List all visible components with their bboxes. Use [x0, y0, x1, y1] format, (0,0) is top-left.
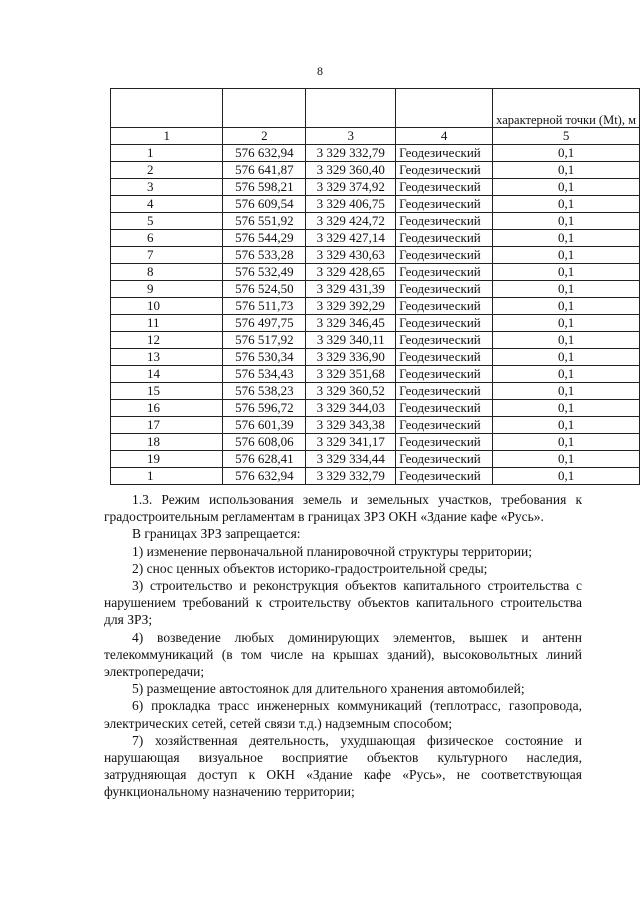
method-cell: Геодезический — [396, 383, 493, 400]
prohibition-item: 1) изменение первоначальной планировочной структуры территории; — [132, 543, 533, 559]
table-row — [111, 417, 640, 434]
x-coordinate-cell: 576 596,72 — [223, 400, 306, 417]
accuracy-cell: 0,1 — [493, 315, 640, 332]
point-number-cell: 11 — [111, 315, 223, 332]
method-cell: Геодезический — [396, 213, 493, 230]
table-row — [111, 400, 640, 417]
table-row — [111, 213, 640, 230]
section-intro: В границах ЗРЗ запрещается: — [132, 526, 301, 542]
table-header-cell-accuracy — [493, 89, 640, 128]
point-number-cell: 2 — [111, 162, 223, 179]
accuracy-cell: 0,1 — [493, 281, 640, 298]
accuracy-cell: 0,1 — [493, 230, 640, 247]
y-coordinate-cell: 3 329 428,65 — [306, 264, 396, 281]
accuracy-cell: 0,1 — [493, 162, 640, 179]
accuracy-cell: 0,1 — [493, 366, 640, 383]
table-column-numbers-row — [111, 128, 640, 145]
x-coordinate-cell: 576 628,41 — [223, 451, 306, 468]
x-coordinate-cell: 576 511,73 — [223, 298, 306, 315]
y-coordinate-cell: 3 329 334,44 — [306, 451, 396, 468]
method-cell: Геодезический — [396, 298, 493, 315]
section-text — [104, 491, 582, 801]
section-heading-paragraph: 1.3. Режим использования земель и земельных участков, требования к градостроительным регламентам в границах ЗРЗ ОКН «Здание кафе «Русь». — [104, 492, 582, 525]
y-coordinate-cell: 3 329 340,11 — [306, 332, 396, 349]
accuracy-cell: 0,1 — [493, 383, 640, 400]
point-number-cell: 17 — [111, 417, 223, 434]
x-coordinate-cell: 576 524,50 — [223, 281, 306, 298]
x-coordinate-cell: 576 598,21 — [223, 179, 306, 196]
x-coordinate-cell: 576 534,43 — [223, 366, 306, 383]
y-coordinate-cell: 3 329 430,63 — [306, 247, 396, 264]
y-coordinate-cell: 3 329 336,90 — [306, 349, 396, 366]
x-coordinate-cell: 576 517,92 — [223, 332, 306, 349]
table-header-cell — [396, 89, 493, 128]
table-row — [111, 196, 640, 213]
point-number-cell: 1 — [111, 145, 223, 162]
table-row — [111, 434, 640, 451]
method-cell: Геодезический — [396, 145, 493, 162]
method-cell: Геодезический — [396, 434, 493, 451]
table-row — [111, 298, 640, 315]
table-row — [111, 230, 640, 247]
y-coordinate-cell: 3 329 346,45 — [306, 315, 396, 332]
column-number: 1 — [111, 128, 223, 145]
method-cell: Геодезический — [396, 349, 493, 366]
y-coordinate-cell: 3 329 374,92 — [306, 179, 396, 196]
table-row — [111, 451, 640, 468]
column-number: 3 — [306, 128, 396, 145]
method-cell: Геодезический — [396, 264, 493, 281]
point-number-cell: 16 — [111, 400, 223, 417]
point-number-cell: 14 — [111, 366, 223, 383]
y-coordinate-cell: 3 329 332,79 — [306, 468, 396, 485]
x-coordinate-cell: 576 530,34 — [223, 349, 306, 366]
table-row — [111, 349, 640, 366]
x-coordinate-cell: 576 497,75 — [223, 315, 306, 332]
x-coordinate-cell: 576 544,29 — [223, 230, 306, 247]
x-coordinate-cell: 576 551,92 — [223, 213, 306, 230]
accuracy-cell: 0,1 — [493, 213, 640, 230]
x-coordinate-cell: 576 608,06 — [223, 434, 306, 451]
method-cell: Геодезический — [396, 281, 493, 298]
x-coordinate-cell: 576 601,39 — [223, 417, 306, 434]
method-cell: Геодезический — [396, 468, 493, 485]
point-number-cell: 3 — [111, 179, 223, 196]
point-number-cell: 7 — [111, 247, 223, 264]
accuracy-cell: 0,1 — [493, 298, 640, 315]
column-number: 2 — [223, 128, 306, 145]
accuracy-cell: 0,1 — [493, 434, 640, 451]
y-coordinate-cell: 3 329 360,52 — [306, 383, 396, 400]
method-cell: Геодезический — [396, 451, 493, 468]
coordinates-table — [110, 88, 640, 485]
y-coordinate-cell: 3 329 332,79 — [306, 145, 396, 162]
method-cell: Геодезический — [396, 230, 493, 247]
table-row — [111, 366, 640, 383]
x-coordinate-cell: 576 609,54 — [223, 196, 306, 213]
accuracy-cell: 0,1 — [493, 451, 640, 468]
accuracy-cell: 0,1 — [493, 145, 640, 162]
page-number: 8 — [317, 64, 323, 78]
method-cell: Геодезический — [396, 366, 493, 383]
point-number-cell: 13 — [111, 349, 223, 366]
table-row — [111, 179, 640, 196]
accuracy-cell: 0,1 — [493, 417, 640, 434]
point-number-cell: 1 — [111, 468, 223, 485]
method-cell: Геодезический — [396, 179, 493, 196]
method-cell: Геодезический — [396, 400, 493, 417]
table-row — [111, 468, 640, 485]
column-number: 5 — [493, 128, 640, 145]
table-row — [111, 247, 640, 264]
x-coordinate-cell: 576 532,49 — [223, 264, 306, 281]
table-header-row — [111, 89, 640, 128]
point-number-cell: 19 — [111, 451, 223, 468]
point-number-cell: 8 — [111, 264, 223, 281]
accuracy-header-text: характерной точки (Mt), м — [496, 113, 636, 127]
method-cell: Геодезический — [396, 417, 493, 434]
x-coordinate-cell: 576 641,87 — [223, 162, 306, 179]
accuracy-cell: 0,1 — [493, 332, 640, 349]
prohibition-item: 4) возведение любых доминирующих элементов, вышек и антенн телекоммуникаций (в том числе на крышах зданий), высоковольтных линий электропередачи; — [104, 629, 582, 680]
point-number-cell: 4 — [111, 196, 223, 213]
point-number-cell: 10 — [111, 298, 223, 315]
prohibition-item: 3) строительство и реконструкция объектов капитального строительства с нарушением требований к строительству объектов капитального строительства для ЗРЗ; — [104, 578, 582, 628]
method-cell: Геодезический — [396, 315, 493, 332]
x-coordinate-cell: 576 632,94 — [223, 145, 306, 162]
point-number-cell: 6 — [111, 230, 223, 247]
y-coordinate-cell: 3 329 392,29 — [306, 298, 396, 315]
point-number-cell: 12 — [111, 332, 223, 349]
prohibitions-list — [104, 543, 582, 801]
method-cell: Геодезический — [396, 196, 493, 213]
table-row — [111, 145, 640, 162]
point-number-cell: 15 — [111, 383, 223, 400]
table-header-cell — [223, 89, 306, 128]
accuracy-cell: 0,1 — [493, 264, 640, 281]
y-coordinate-cell: 3 329 406,75 — [306, 196, 396, 213]
table-row — [111, 281, 640, 298]
table-row — [111, 315, 640, 332]
prohibition-item: 5) размещение автостоянок для длительного хранения автомобилей; — [132, 681, 525, 697]
coordinates-table-body — [111, 89, 640, 485]
accuracy-cell: 0,1 — [493, 247, 640, 264]
y-coordinate-cell: 3 329 351,68 — [306, 366, 396, 383]
accuracy-cell: 0,1 — [493, 468, 640, 485]
prohibition-item: 2) снос ценных объектов историко-градостроительной среды; — [132, 560, 488, 576]
method-cell: Геодезический — [396, 162, 493, 179]
y-coordinate-cell: 3 329 427,14 — [306, 230, 396, 247]
accuracy-cell: 0,1 — [493, 179, 640, 196]
prohibition-item: 7) хозяйственная деятельность, ухудшающая физическое состояние и нарушающая визуальное восприятие объектов культурного наследия, затрудняющая доступ к ОКН «Здание кафе «Русь», не соответствующая функциональному назначению территории; — [104, 732, 582, 800]
y-coordinate-cell: 3 329 360,40 — [306, 162, 396, 179]
table-row — [111, 264, 640, 281]
table-row — [111, 162, 640, 179]
method-cell: Геодезический — [396, 247, 493, 264]
y-coordinate-cell: 3 329 343,38 — [306, 417, 396, 434]
method-cell: Геодезический — [396, 332, 493, 349]
prohibition-item: 6) прокладка трасс инженерных коммуникаций (теплотрасс, газопровода, электрических сетей, сетей связи т.д.) надземным способом; — [104, 698, 582, 731]
table-header-cell — [306, 89, 396, 128]
x-coordinate-cell: 576 632,94 — [223, 468, 306, 485]
column-number: 4 — [396, 128, 493, 145]
accuracy-cell: 0,1 — [493, 400, 640, 417]
x-coordinate-cell: 576 533,28 — [223, 247, 306, 264]
accuracy-cell: 0,1 — [493, 349, 640, 366]
point-number-cell: 5 — [111, 213, 223, 230]
table-header-cell — [111, 89, 223, 128]
point-number-cell: 18 — [111, 434, 223, 451]
table-row — [111, 332, 640, 349]
point-number-cell: 9 — [111, 281, 223, 298]
table-row — [111, 383, 640, 400]
y-coordinate-cell: 3 329 344,03 — [306, 400, 396, 417]
y-coordinate-cell: 3 329 341,17 — [306, 434, 396, 451]
accuracy-cell: 0,1 — [493, 196, 640, 213]
y-coordinate-cell: 3 329 424,72 — [306, 213, 396, 230]
y-coordinate-cell: 3 329 431,39 — [306, 281, 396, 298]
x-coordinate-cell: 576 538,23 — [223, 383, 306, 400]
